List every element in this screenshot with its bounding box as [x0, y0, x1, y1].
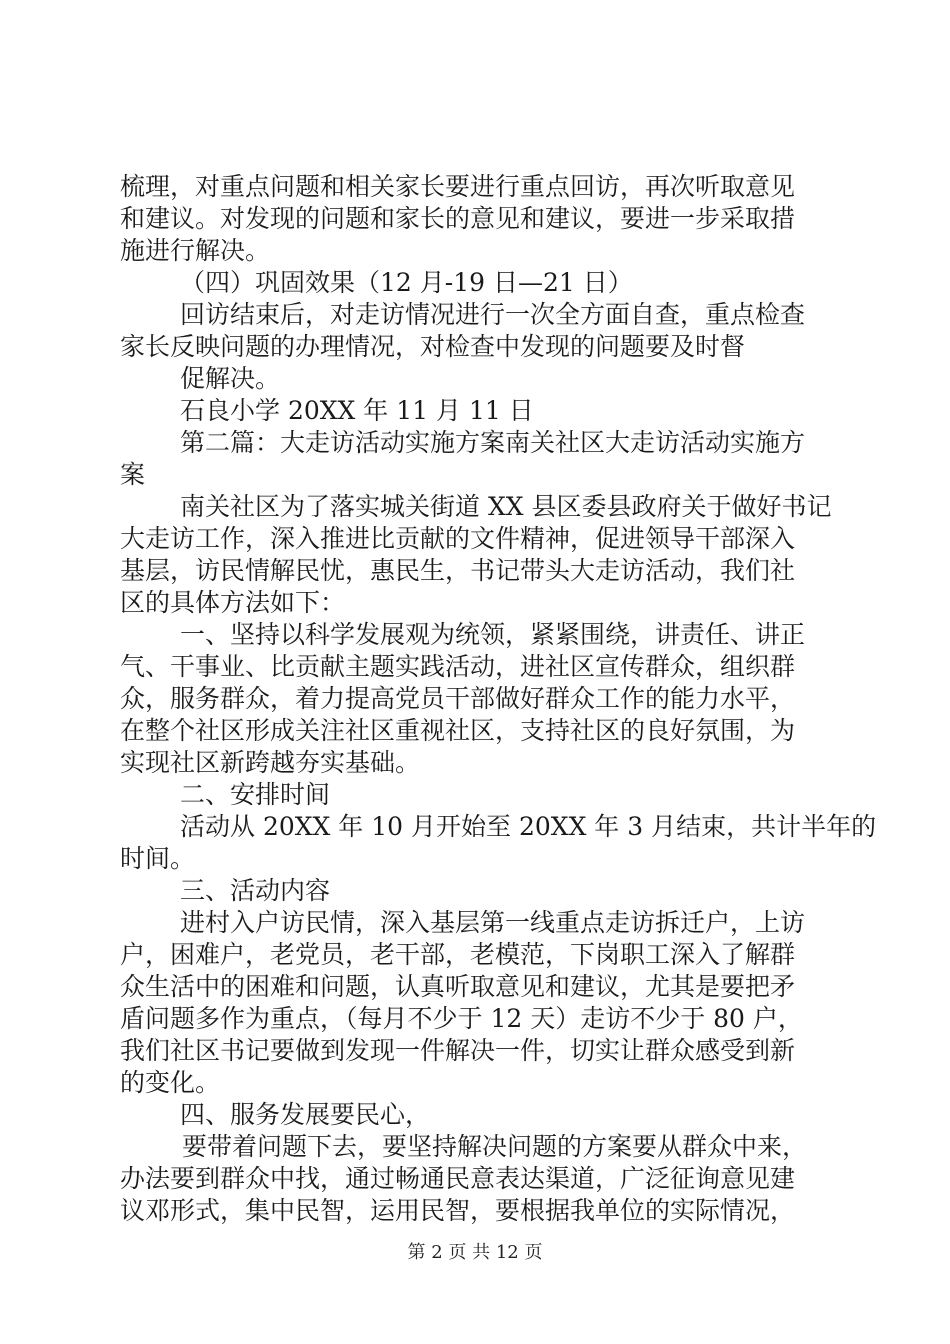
text-line: 促解决。: [180, 364, 281, 393]
text-line: 梳理，对重点问题和相关家长要进行重点回访，再次听取意见: [120, 172, 796, 201]
text-line: 众生活中的困难和问题，认真听取意见和建议，尤其是要把矛: [120, 972, 796, 1001]
body-text: [120, 171, 877, 1227]
text-line: 要带着问题下去，要坚持解决问题的方案要从群众中来，: [182, 1132, 808, 1161]
text-line: 活动从 20XX 年 10 月开始至 20XX 年 3 月结束，共计半年的: [180, 812, 877, 841]
text-line: 实现社区新跨越夯实基础。: [120, 748, 421, 777]
text-line: 家长反映问题的办理情况，对检查中发现的问题要及时督: [120, 332, 746, 361]
text-line: 时间。: [120, 844, 196, 873]
section-heading: 二、安排时间: [180, 780, 331, 809]
section-heading: （四）巩固效果（12 月-19 日—21 日）: [180, 268, 633, 297]
text-line: 和建议。对发现的问题和家长的意见和建议，要进一步采取措: [120, 204, 796, 233]
text-line: 气、干事业、比贡献主题实践活动，进社区宣传群众，组织群: [120, 652, 796, 681]
text-line: 一、坚持以科学发展观为统领，紧紧围绕，讲责任、讲正: [180, 620, 806, 649]
text-line: 进村入户访民情，深入基层第一线重点走访拆迁户，上访: [180, 908, 806, 937]
text-line: 在整个社区形成关注社区重视社区，支持社区的良好氛围，为: [120, 716, 796, 745]
text-line: 盾问题多作为重点，（每月不少于 12 天）走访不少于 80 户，: [120, 1004, 803, 1033]
text-line: 区的具体方法如下：: [120, 588, 346, 617]
text-line: 的变化。: [120, 1068, 221, 1097]
chapter-title: 案: [120, 460, 146, 489]
section-heading: 四、服务发展要民心，: [180, 1100, 431, 1129]
text-line: 施进行解决。: [120, 236, 271, 265]
text-line: 我们社区书记要做到发现一件解决一件，切实让群众感受到新: [120, 1036, 796, 1065]
text-line: 众，服务群众，着力提高党员干部做好群众工作的能力水平，: [120, 684, 796, 713]
page-number-footer: 第 2 页 共 12 页: [407, 1242, 543, 1263]
text-line: 办法要到群众中找，通过畅通民意表达渠道，广泛征询意见建: [120, 1164, 796, 1193]
signature-date: 石良小学 20XX 年 11 月 11 日: [180, 396, 534, 425]
section-heading: 三、活动内容: [180, 876, 331, 905]
text-line: 回访结束后，对走访情况进行一次全方面自查，重点检查: [180, 300, 806, 329]
text-line: 大走访工作，深入推进比贡献的文件精神，促进领导干部深入: [120, 524, 796, 553]
chapter-title: 第二篇：大走访活动实施方案南关社区大走访活动实施方: [180, 428, 806, 457]
text-line: 南关社区为了落实城关街道 XX 县区委县政府关于做好书记: [180, 492, 832, 521]
text-line: 议邓形式，集中民智，运用民智，要根据我单位的实际情况，: [120, 1196, 796, 1225]
text-line: 户，困难户，老党员，老干部，老模范，下岗职工深入了解群: [120, 940, 796, 969]
text-line: 基层，访民情解民忧，惠民生，书记带头大走访活动，我们社: [120, 556, 796, 585]
